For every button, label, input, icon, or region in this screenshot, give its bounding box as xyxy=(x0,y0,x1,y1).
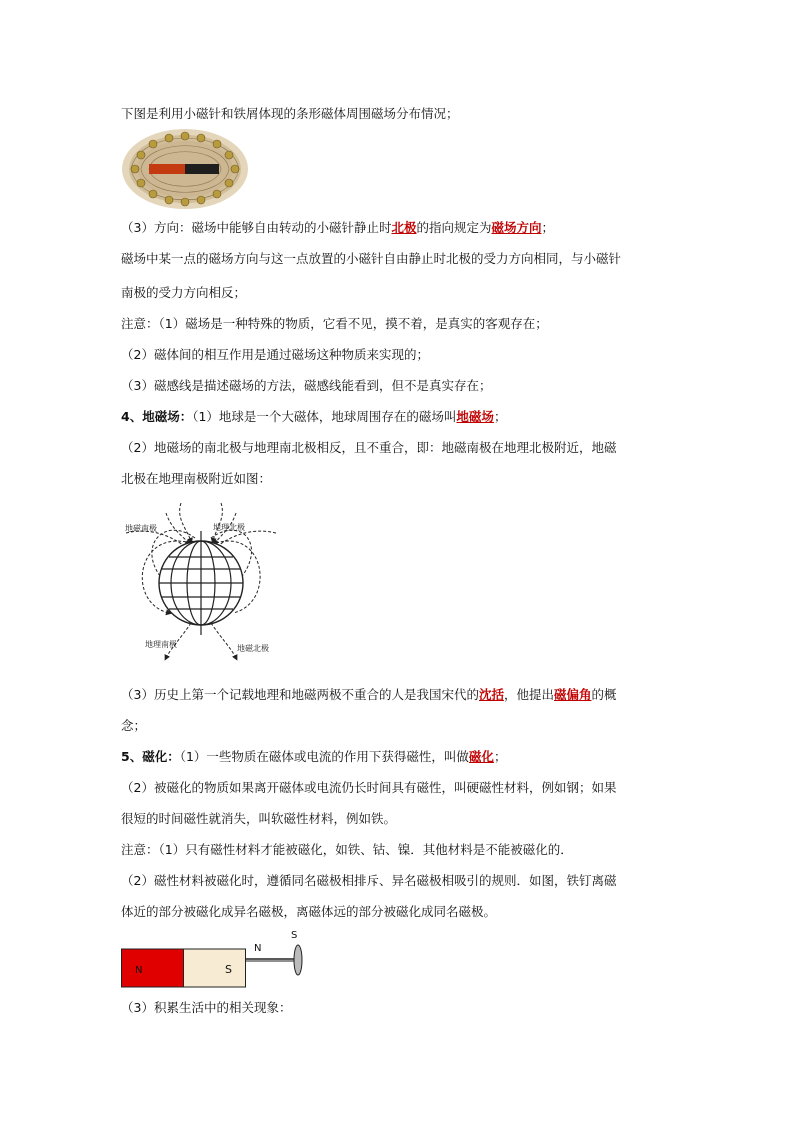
direction-text: （3）方向：磁场中能够自由转动的小磁针静止时北极的指向规定为磁场方向； xyxy=(121,220,555,235)
nail-s-label: S xyxy=(291,930,298,941)
label-geomag-south: 地磁南极 xyxy=(125,524,157,533)
magnet-s-label: S xyxy=(225,963,232,976)
magnetization-note-1: 注意：（1）只有磁性材料才能被磁化，如铁、钴、镍．其他材料是不能被磁化的． xyxy=(121,842,573,857)
magnet-n-label: N xyxy=(135,965,143,976)
magnetization-note-2-line-1: （2）磁性材料被磁化时，遵循同名磁极相排斥、异名磁极相吸引的规则．如图，铁钉离磁 xyxy=(121,873,617,888)
note-3: （3）磁感线是描述磁场的方法，磁感线能看到，但不是真实存在； xyxy=(121,378,492,393)
bar-magnet-nail-figure xyxy=(121,925,311,990)
label-geo-south: 地理南极 xyxy=(145,640,177,649)
geomagnetic-p2-line-2: 北极在地理南极附近如图： xyxy=(121,471,272,486)
nail-n-label: N xyxy=(254,943,262,954)
geomagnetic-heading: 4、地磁场：（1）地球是一个大磁体，地球周围存在的磁场叫地磁场； xyxy=(121,409,507,424)
label-geo-north: 地理北极 xyxy=(213,523,245,532)
note-2: （2）磁体间的相互作用是通过磁场这种物质来实现的； xyxy=(121,347,429,362)
magnetization-note-2-line-2: 体近的部分被磁化成异名磁极，离磁体远的部分被磁化成同名磁极。 xyxy=(121,904,497,919)
label-geomag-north: 地磁北极 xyxy=(237,644,269,653)
intro-text: 下图是利用小磁针和铁屑体现的条形磁体周围磁场分布情况； xyxy=(121,106,459,121)
iron-filings-figure xyxy=(121,128,249,210)
magnetization-p2-line-2: 很短的时间磁性就消失，叫软磁性材料，例如铁。 xyxy=(121,811,397,826)
magnetization-p2-line-1: （2）被磁化的物质如果离开磁体或电流仍长时间具有磁性，叫硬磁性材料，例如钢；如果 xyxy=(121,780,617,795)
direction-note-line-2: 南极的受力方向相反； xyxy=(121,285,247,300)
direction-note-line-1: 磁场中某一点的磁场方向与这一点放置的小磁针自由静止时北极的受力方向相同，与小磁针 xyxy=(121,251,622,266)
geomagnetic-p3-line-2: 念； xyxy=(121,718,147,733)
geomagnetic-p2-line-1: （2）地磁场的南北极与地理南北极相反，且不重合，即：地磁南极在地理北极附近，地磁 xyxy=(121,440,617,455)
geomagnetic-p3-line-1: （3）历史上第一个记载地理和地磁两极不重合的人是我国宋代的沈括，他提出磁偏角的概 xyxy=(121,687,617,702)
magnetization-heading: 5、磁化：（1）一些物质在磁体或电流的作用下获得磁性，叫做磁化； xyxy=(121,749,507,764)
magnetization-note-3: （3）积累生活中的相关现象： xyxy=(121,1000,292,1015)
note-1: 注意：（1）磁场是一种特殊的物质，它看不见，摸不着，是真实的客观存在； xyxy=(121,316,548,331)
earth-magnetic-field-figure xyxy=(121,493,281,661)
